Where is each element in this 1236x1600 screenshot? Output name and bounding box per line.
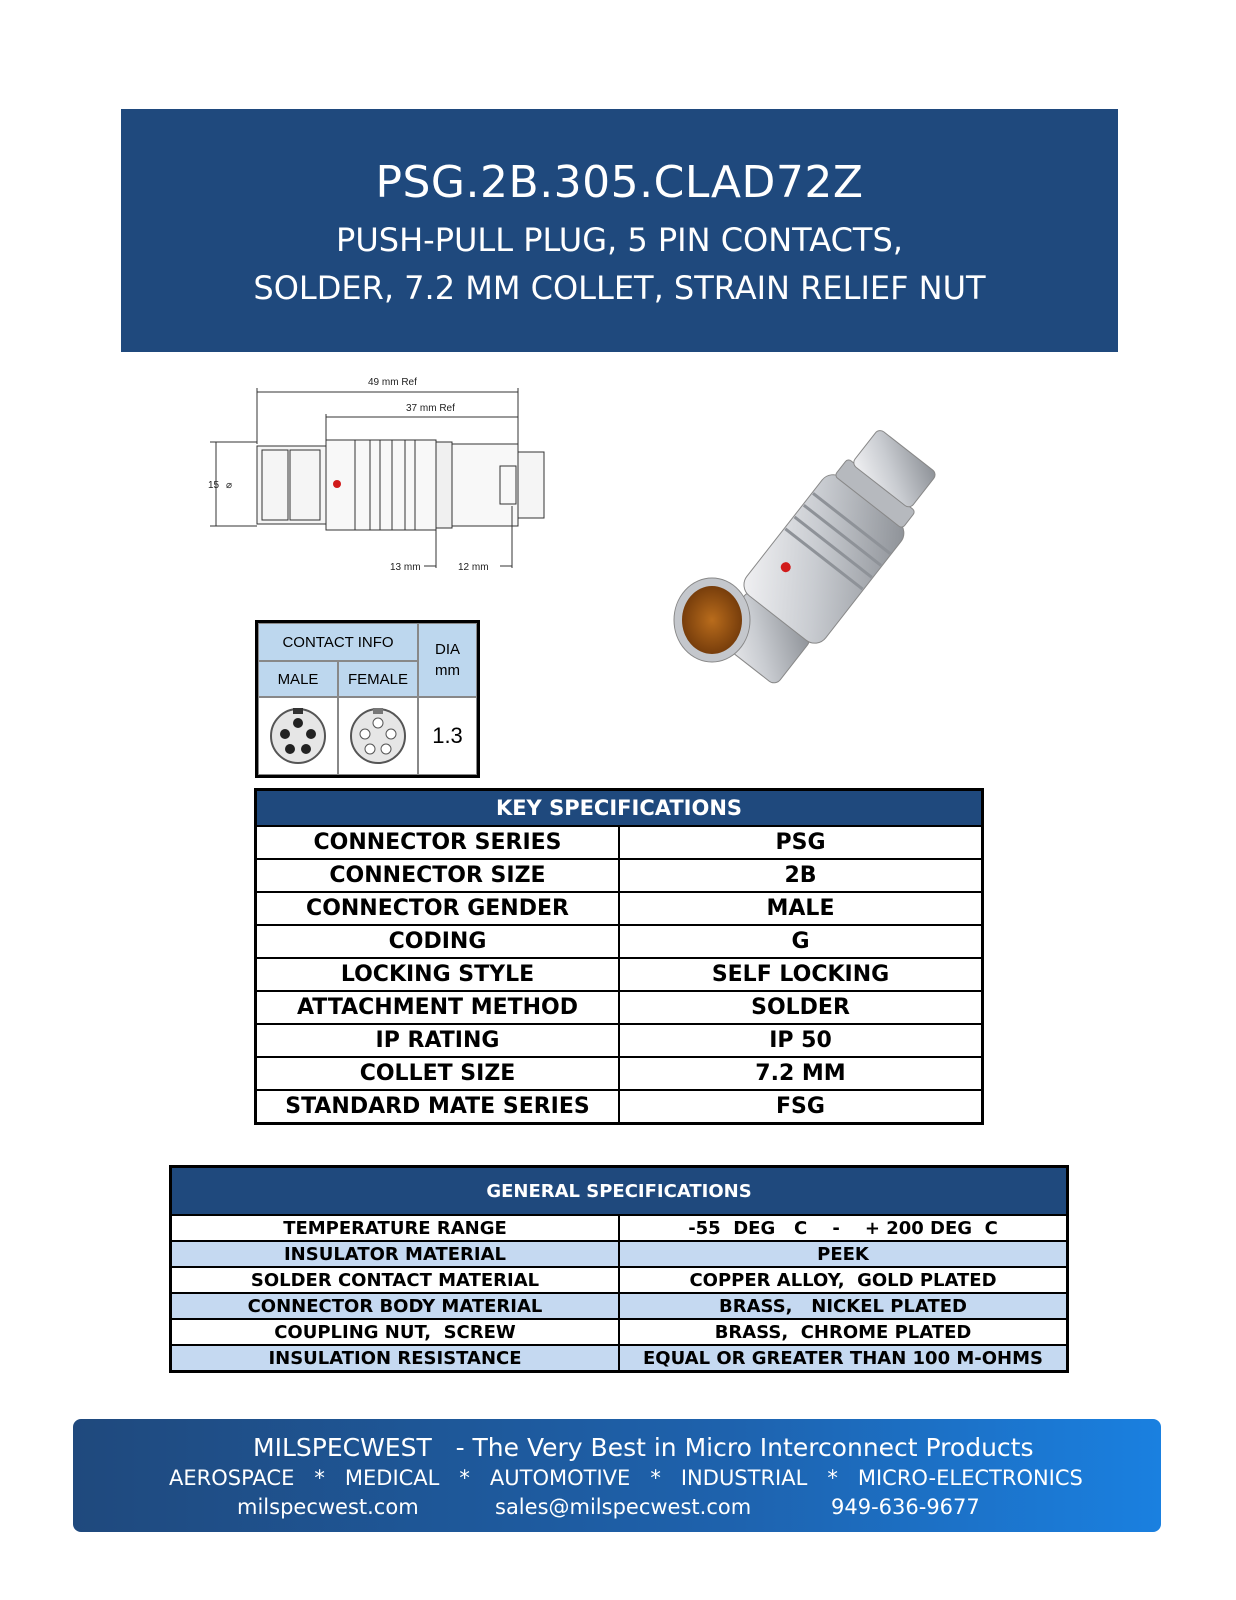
spec-label: INSULATOR MATERIAL (171, 1241, 620, 1267)
female-header: FEMALE (338, 661, 418, 697)
spec-label: CODING (256, 925, 620, 958)
table-row (256, 991, 983, 1024)
table-row (256, 1057, 983, 1090)
table-row (256, 925, 983, 958)
email-link[interactable]: sales@milspecwest.com (495, 1495, 752, 1519)
contact-info-table (255, 620, 480, 778)
spec-value: SOLDER (619, 991, 983, 1024)
general-specifications-table (169, 1165, 1069, 1373)
male-header: MALE (258, 661, 338, 697)
spec-label: LOCKING STYLE (256, 958, 620, 991)
spec-value: BRASS, CHROME PLATED (619, 1319, 1068, 1345)
spec-label: TEMPERATURE RANGE (171, 1215, 620, 1241)
dim-diameter-label: 15 (208, 480, 220, 491)
spec-label: ATTACHMENT METHOD (256, 991, 620, 1024)
table-row (171, 1293, 1068, 1319)
spec-label: COLLET SIZE (256, 1057, 620, 1090)
spec-label: CONNECTOR GENDER (256, 892, 620, 925)
female-pinout-icon (348, 706, 408, 766)
spec-label: CONNECTOR BODY MATERIAL (171, 1293, 620, 1319)
footer-banner (73, 1419, 1161, 1532)
red-dot-marker (333, 480, 341, 488)
dia-header (418, 623, 477, 697)
table-row (256, 892, 983, 925)
spec-label: CONNECTOR SERIES (256, 826, 620, 859)
spec-label: COUPLING NUT, SCREW (171, 1319, 620, 1345)
dia-value: 1.3 (418, 697, 477, 775)
spec-label: STANDARD MATE SERIES (256, 1090, 620, 1124)
dimension-drawing (200, 376, 560, 586)
table-row (256, 958, 983, 991)
diameter-symbol-icon: ⌀ (226, 480, 233, 491)
spec-value: PSG (619, 826, 983, 859)
spec-value: FSG (619, 1090, 983, 1124)
spec-label: IP RATING (256, 1024, 620, 1057)
phone-number[interactable]: 949-636-9677 (831, 1495, 980, 1519)
spec-value: BRASS, NICKEL PLATED (619, 1293, 1068, 1319)
table-row (256, 826, 983, 859)
dim-body-label: 37 mm Ref (406, 403, 455, 414)
dim-right-label: 12 mm (458, 562, 489, 573)
female-pinout-cell (338, 697, 418, 775)
spec-value: IP 50 (619, 1024, 983, 1057)
description-line-1: PUSH-PULL PLUG, 5 PIN CONTACTS, (336, 221, 903, 259)
table-row (171, 1241, 1068, 1267)
spec-label: CONNECTOR SIZE (256, 859, 620, 892)
dim-overall-label: 49 mm Ref (368, 377, 417, 388)
contact-info-header: CONTACT INFO (258, 623, 418, 661)
male-pinout-cell (258, 697, 338, 775)
footer-tagline: MILSPECWEST - The Very Best in Micro Interconnect Products (253, 1433, 1034, 1462)
spec-value: PEEK (619, 1241, 1068, 1267)
dim-left-label: 13 mm (390, 562, 421, 573)
spec-value: 7.2 MM (619, 1057, 983, 1090)
table-row (171, 1267, 1068, 1293)
dia-label: DIA mm (434, 641, 460, 679)
table-row (256, 1024, 983, 1057)
key-specs-title: KEY SPECIFICATIONS (256, 790, 983, 827)
product-photo (672, 420, 982, 690)
title-banner (121, 109, 1118, 352)
general-specs-title: GENERAL SPECIFICATIONS (171, 1167, 1068, 1216)
spec-label: INSULATION RESISTANCE (171, 1345, 620, 1372)
table-row (256, 859, 983, 892)
table-row (171, 1319, 1068, 1345)
table-row (171, 1345, 1068, 1372)
male-pinout-icon (268, 706, 328, 766)
table-row (171, 1215, 1068, 1241)
description-line-2: SOLDER, 7.2 MM COLLET, STRAIN RELIEF NUT (253, 269, 986, 307)
key-specifications-table (254, 788, 984, 1125)
spec-value: COPPER ALLOY, GOLD PLATED (619, 1267, 1068, 1293)
table-row (256, 1090, 983, 1124)
spec-value: SELF LOCKING (619, 958, 983, 991)
website-link[interactable]: milspecwest.com (237, 1495, 419, 1519)
spec-value: -55 DEG C - + 200 DEG C (619, 1215, 1068, 1241)
spec-value: MALE (619, 892, 983, 925)
part-number: PSG.2B.305.CLAD72Z (375, 157, 864, 208)
spec-value: 2B (619, 859, 983, 892)
spec-value: G (619, 925, 983, 958)
footer-markets: AEROSPACE * MEDICAL * AUTOMOTIVE * INDUSTRIAL * MICRO-ELECTRONICS (169, 1466, 1083, 1490)
spec-value: EQUAL OR GREATER THAN 100 M-OHMS (619, 1345, 1068, 1372)
spec-label: SOLDER CONTACT MATERIAL (171, 1267, 620, 1293)
